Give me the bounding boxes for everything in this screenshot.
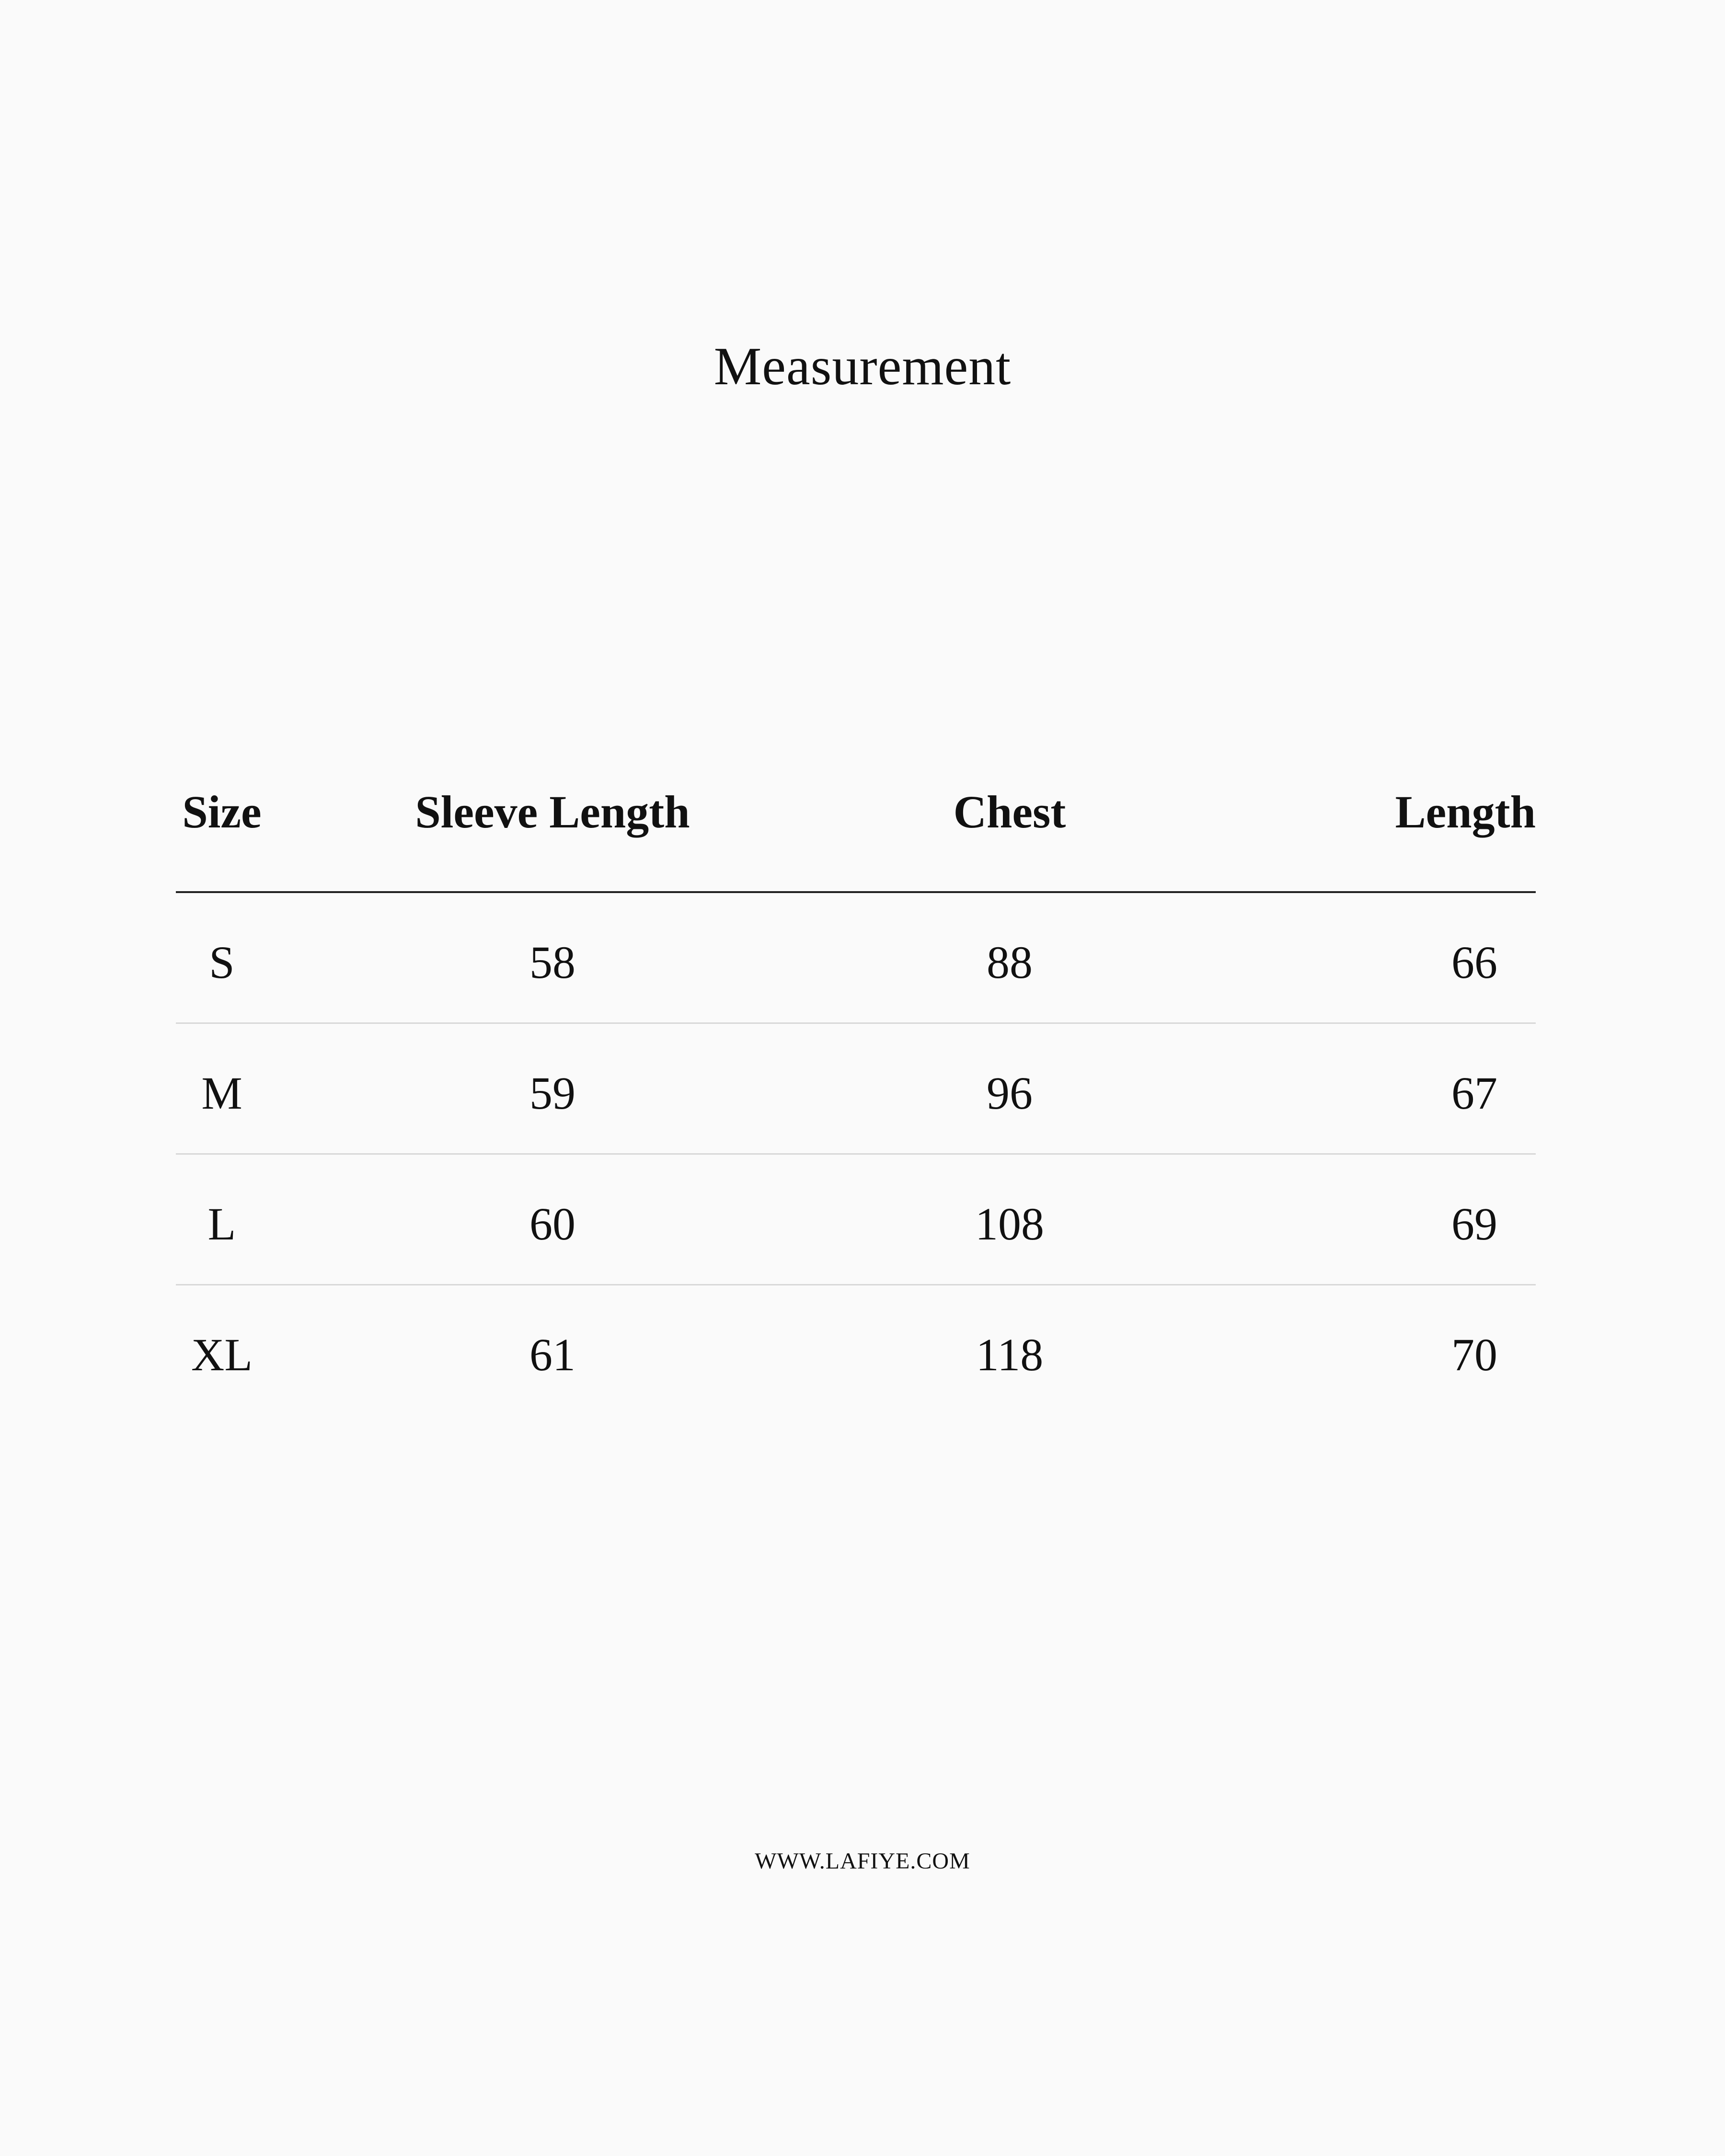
cell-length: 70 [1451, 1329, 1497, 1380]
cell-chest: 118 [976, 1329, 1044, 1380]
cell-length: 66 [1451, 937, 1497, 988]
cell-size: M [201, 1067, 242, 1119]
page-title: Measurement [713, 337, 1012, 396]
measurement-table [176, 776, 1536, 1415]
table-row [176, 1155, 1536, 1285]
cell-sleeve-length: 59 [529, 1067, 575, 1119]
cell-size: L [207, 1198, 236, 1250]
table-row [176, 1024, 1536, 1155]
table-header [176, 776, 1536, 893]
cell-chest: 88 [987, 937, 1033, 988]
table-row [176, 1285, 1536, 1415]
cell-sleeve-length: 60 [529, 1198, 575, 1250]
cell-size: S [209, 937, 235, 988]
table-row [176, 893, 1536, 1024]
header-length: Length [1395, 786, 1536, 837]
website-url: WWW.LAFIYE.COM [755, 1848, 970, 1874]
cell-sleeve-length: 61 [529, 1329, 575, 1380]
cell-size: XL [191, 1329, 253, 1380]
cell-length: 69 [1451, 1198, 1497, 1250]
cell-sleeve-length: 58 [529, 937, 575, 988]
header-size: Size [182, 786, 262, 837]
cell-chest: 108 [975, 1198, 1044, 1250]
cell-length: 67 [1451, 1067, 1497, 1119]
header-chest: Chest [953, 786, 1066, 837]
cell-chest: 96 [987, 1067, 1033, 1119]
header-sleeve-length: Sleeve Length [415, 786, 690, 837]
